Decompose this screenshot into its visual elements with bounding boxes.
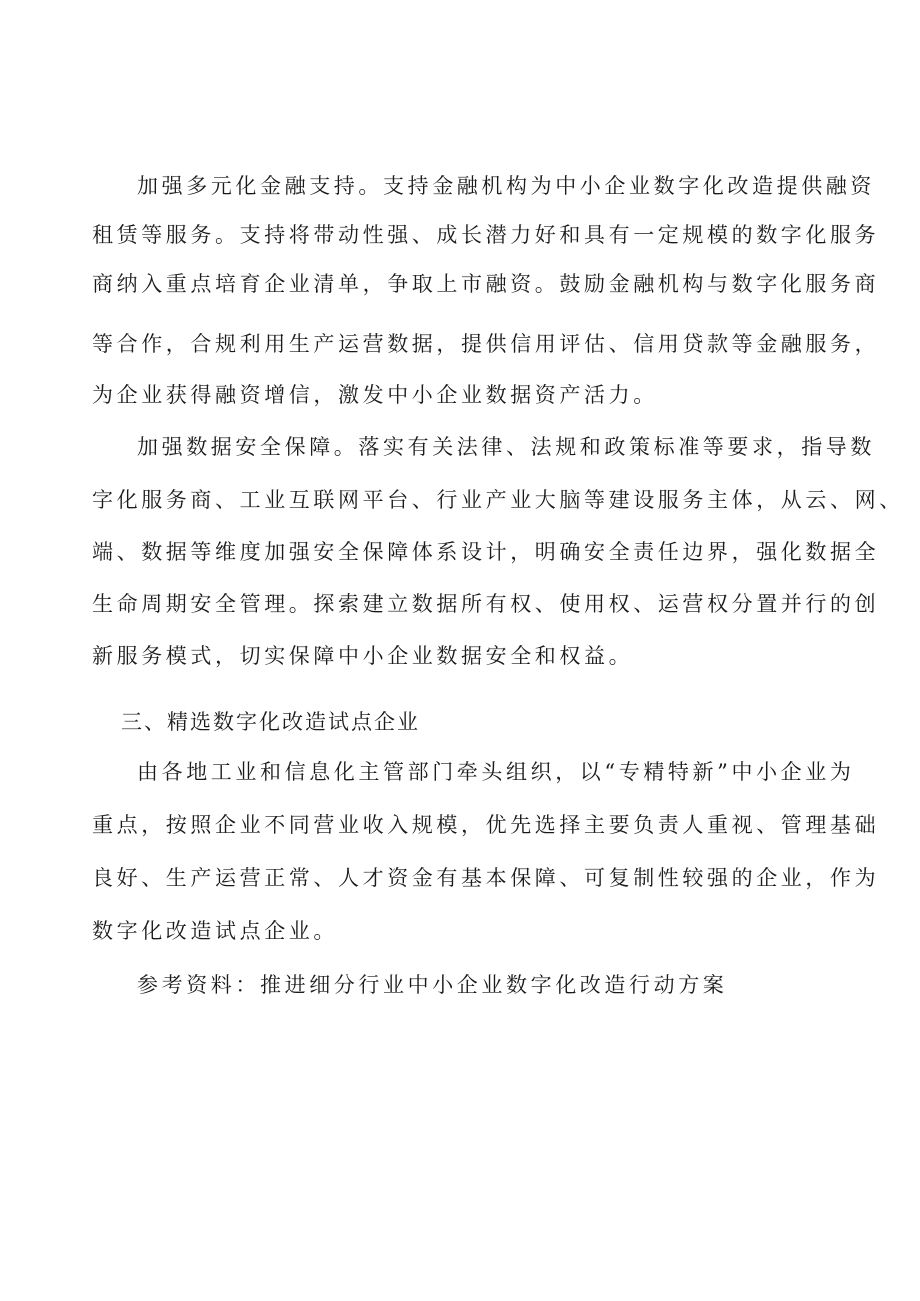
paragraph-2-line-4: 生命周期安全管理。探索建立数据所有权、使用权、运营权分置并行的创 xyxy=(92,592,880,616)
paragraph-1-line-3: 商纳入重点培育企业清单，争取上市融资。鼓励金融机构与数字化服务商 xyxy=(92,272,880,296)
paragraph-1-line-5: 为企业获得融资增信，激发中小企业数据资产活力。 xyxy=(92,383,658,407)
reference-line: 参考资料：推进细分行业中小企业数字化改造行动方案 xyxy=(137,973,728,997)
paragraph-2-line-5: 新服务模式，切实保障中小企业数据安全和权益。 xyxy=(92,644,634,668)
paragraph-1-line-4: 等合作，合规利用生产运营数据，提供信用评估、信用贷款等金融服务， xyxy=(92,332,880,356)
paragraph-1-line-2: 租赁等服务。支持将带动性强、成长潜力好和具有一定规模的数字化服务 xyxy=(92,223,880,247)
paragraph-3-line-2: 重点，按照企业不同营业收入规模，优先选择主要负责人重视、管理基础 xyxy=(92,813,880,837)
paragraph-2-line-3: 端、数据等维度加强安全保障体系设计，明确安全责任边界，强化数据全 xyxy=(92,540,880,564)
paragraph-2-line-2: 字化服务商、工业互联网平台、行业产业大脑等建设服务主体，从云、网、 xyxy=(92,488,904,512)
paragraph-3-line-1: 由各地工业和信息化主管部门牵头组织，以“专精特新”中小企业为 xyxy=(137,760,855,784)
paragraph-3-line-3: 良好、生产运营正常、人才资金有基本保障、可复制性较强的企业，作为 xyxy=(92,866,880,890)
section-heading: 三、精选数字化改造试点企业 xyxy=(121,710,420,734)
paragraph-2-line-1: 加强数据安全保障。落实有关法律、法规和政策标准等要求，指导数 xyxy=(137,435,875,459)
paragraph-3-line-4: 数字化改造试点企业。 xyxy=(92,919,338,943)
paragraph-1-line-1: 加强多元化金融支持。支持金融机构为中小企业数字化改造提供融资 xyxy=(137,174,875,198)
